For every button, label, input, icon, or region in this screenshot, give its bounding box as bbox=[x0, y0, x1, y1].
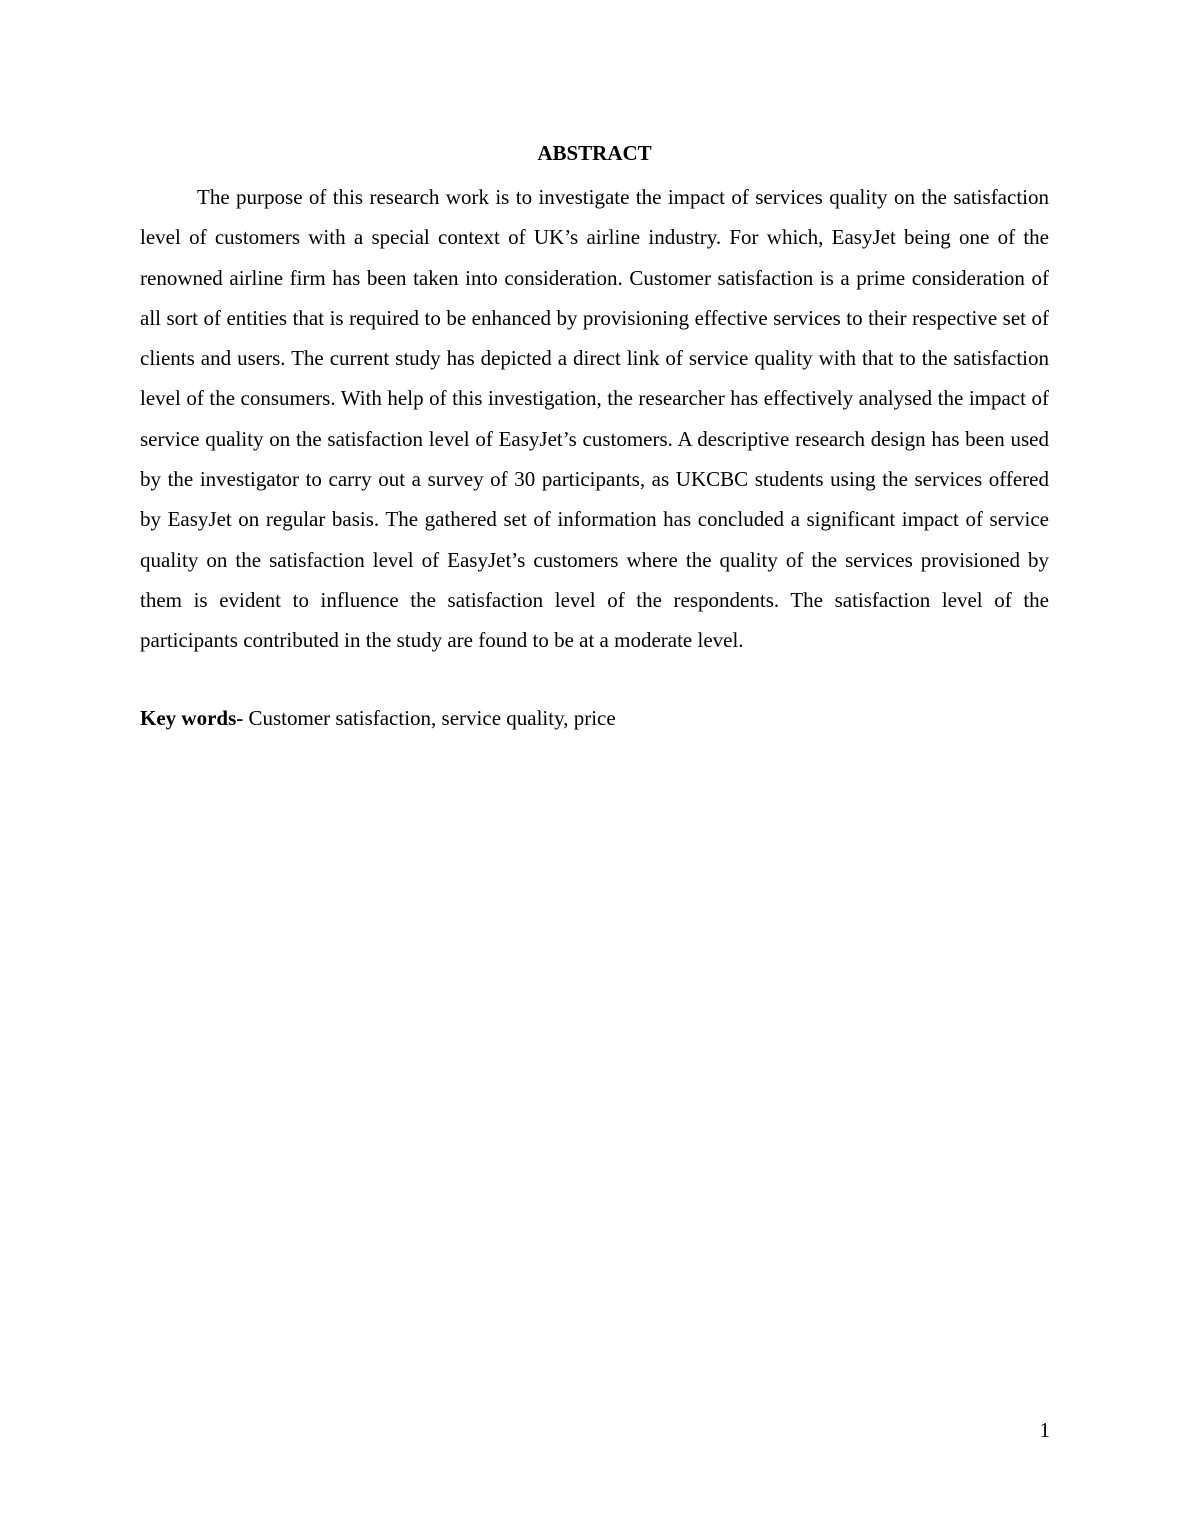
keywords-label: Key words- bbox=[140, 706, 244, 730]
abstract-paragraph: The purpose of this research work is to investigate the impact of services quality on the satisfaction level of customers with a special context of UK’s airline industry. For which, EasyJet being one of the renowned airline firm has been taken into consideration. Customer satisfaction is a prime consideration of all sort of entities that is required to be enhanced by provisioning effective services to their respective set of clients and users. The current study has depicted a direct link of service quality with that to the satisfaction level of the consumers. With help of this investigation, the researcher has effectively analysed the impact of service quality on the satisfaction level of EasyJet’s customers. A descriptive research design has been used by the investigator to carry out a survey of 30 participants, as UKCBC students using the services offered by EasyJet on regular basis. The gathered set of information has concluded a significant impact of service quality on the satisfaction level of EasyJet’s customers where the quality of the services provisioned by them is evident to influence the satisfaction level of the respondents. The satisfaction level of the participants contributed in the study are found to be at a moderate level. bbox=[140, 185, 1049, 653]
page-number: 1 bbox=[1039, 1418, 1050, 1442]
keywords-line bbox=[140, 698, 1049, 738]
abstract-heading: ABSTRACT bbox=[537, 141, 652, 165]
keywords-text: Customer satisfaction, service quality, price bbox=[243, 706, 616, 730]
